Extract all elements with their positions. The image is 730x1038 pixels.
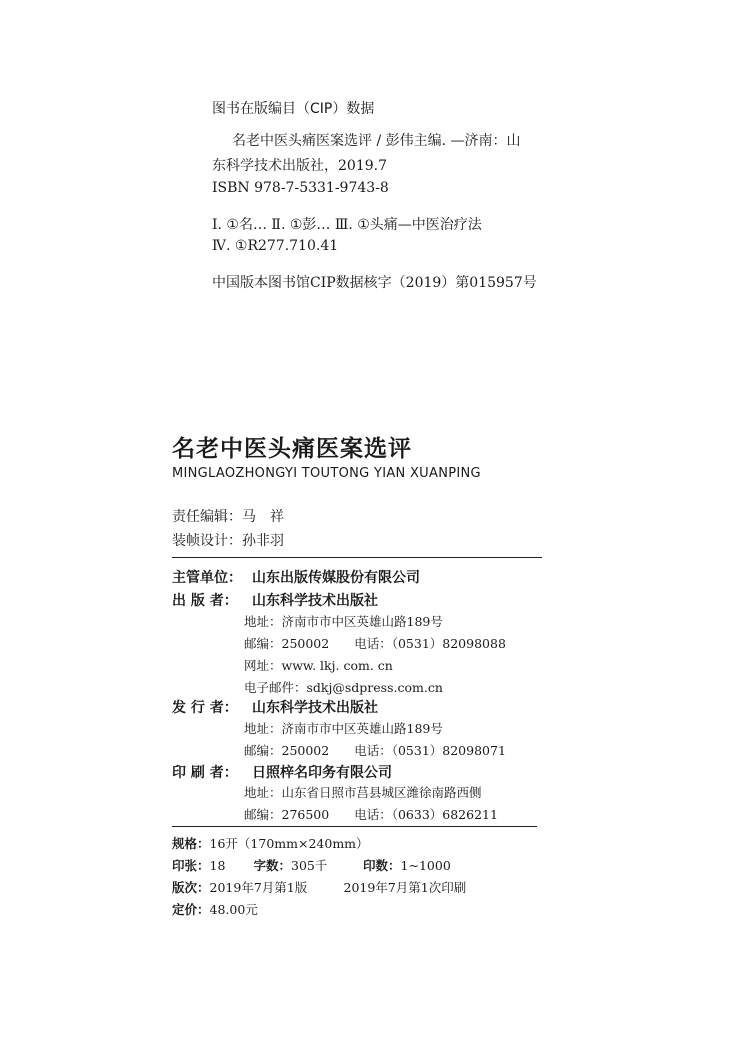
price-value: 48.00元 xyxy=(209,902,258,917)
format-label: 规格： xyxy=(172,836,210,851)
words-label: 字数： xyxy=(253,858,292,873)
editor-value: 马 祥 xyxy=(242,509,284,525)
price-label: 定价： xyxy=(172,902,210,917)
publisher-email: 电子邮件：sdkj@sdpress.com.cn xyxy=(244,680,443,695)
divider-bottom xyxy=(172,826,537,827)
printer-address: 地址：山东省日照市莒县城区潍徐南路西侧 xyxy=(244,785,482,800)
spec-edition xyxy=(172,878,466,896)
publisher-postcode-phone: 邮编：250002 电话：（0531）82098088 xyxy=(244,636,506,651)
cip-entry-line-2: 东科学技术出版社，2019.7 xyxy=(212,158,387,174)
printer-row xyxy=(172,762,392,782)
distributor-row xyxy=(172,697,378,717)
editor-credit xyxy=(172,506,284,526)
spec-price xyxy=(172,900,258,918)
publisher-label: 出 版 者： xyxy=(172,593,238,609)
format-value: 16开（170mm×240mm） xyxy=(209,836,369,851)
printer-label: 印 刷 者： xyxy=(172,765,238,781)
words-value: 305千 xyxy=(291,858,328,873)
book-pinyin: MINGLAOZHONGYI TOUTONG YIAN XUANPING xyxy=(172,466,481,481)
supervisor-row xyxy=(172,567,420,587)
prints-label: 印数： xyxy=(363,858,401,873)
printer-postcode-phone: 邮编：276500 电话：（0633）6826211 xyxy=(244,807,498,822)
distributor-value: 山东科学技术出版社 xyxy=(252,700,378,716)
spec-format xyxy=(172,834,369,852)
distributor-address: 地址：济南市市中区英雄山路189号 xyxy=(244,721,443,736)
cip-heading: 图书在版编目（CIP）数据 xyxy=(212,101,375,117)
designer-label: 装帧设计： xyxy=(172,533,242,549)
supervisor-value: 山东出版传媒股份有限公司 xyxy=(252,570,420,586)
publisher-row xyxy=(172,590,378,610)
supervisor-label: 主管单位： xyxy=(172,570,242,586)
cip-entry-line-1: 名老中医头痛医案选评 / 彭伟主编. —济南：山 xyxy=(232,133,521,149)
printer-value: 日照梓名印务有限公司 xyxy=(252,765,392,781)
sheets-value: 18 xyxy=(209,858,226,873)
prints-value: 1~1000 xyxy=(400,858,451,873)
publisher-address: 地址：济南市市中区英雄山路189号 xyxy=(244,614,443,629)
printing-value: 2019年7月第1次印刷 xyxy=(343,880,467,895)
editor-label: 责任编辑： xyxy=(172,509,242,525)
cip-classification-line-1: Ⅰ. ①名… Ⅱ. ①彭… Ⅲ. ①头痛—中医治疗法 xyxy=(212,217,482,233)
divider-top xyxy=(172,557,542,558)
book-title: 名老中医头痛医案选评 xyxy=(172,436,412,462)
designer-value: 孙非羽 xyxy=(242,533,284,549)
cip-isbn: ISBN 978-7-5331-9743-8 xyxy=(212,180,389,196)
cip-number: 中国版本图书馆CIP数据核字（2019）第015957号 xyxy=(212,275,537,291)
edition-label: 版次： xyxy=(172,880,210,895)
publisher-value: 山东科学技术出版社 xyxy=(252,593,378,609)
cip-classification-line-2: Ⅳ. ①R277.710.41 xyxy=(212,238,339,254)
distributor-postcode-phone: 邮编：250002 电话：（0531）82098071 xyxy=(244,743,506,758)
spec-sheets-words-prints xyxy=(172,856,451,874)
edition-value: 2019年7月第1版 xyxy=(209,880,308,895)
sheets-label: 印张： xyxy=(172,858,210,873)
designer-credit xyxy=(172,530,284,550)
distributor-label: 发 行 者： xyxy=(172,700,238,716)
publisher-website: 网址：www. lkj. com. cn xyxy=(244,658,393,673)
